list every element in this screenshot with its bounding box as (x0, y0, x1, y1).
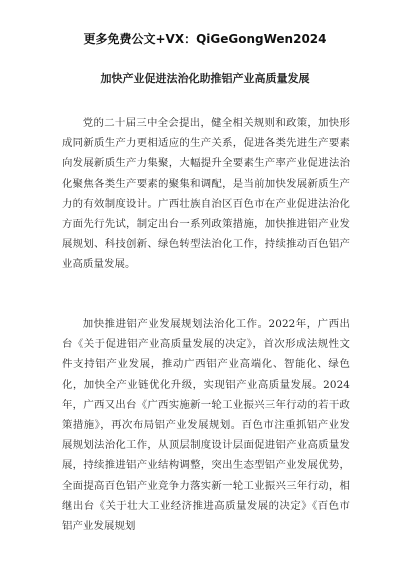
paragraph-planning: 加快推进铝产业发展规划法治化工作。2022年，广西出台《关于促进铝产业高质量发展的决定》，首次形成法规性文件支持铝产业发展，推动广西铝产业高端化、智能化、绿色化，加快全产业链优化升级，实现铝产业高质量发展。2024年，广西又出台《广西实施新一轮工业振兴三年行动的若干政策措施》，再次布局铝产业发展规划。百色市注重抓铝产业发展规划法治化工作，从顶层制度设计层面促进铝产业高质量发展，持续推进铝产业结构调整，突出生态型铝产业发展优势，全面提高百色铝产业竞争力落实新一轮工业振兴三年行动，相继出台《关于壮大工业经济推进高质量发展的决定》《百色市铝产业发展规划 (62, 318, 350, 533)
paragraph-intro: 党的二十届三中全会提出，健全相关规则和政策，加快形成同新质生产力更相适应的生产关系，促进各类先进生产要素向发展新质生产力集聚，大幅提升全要素生产率产业促进法治化聚焦各类生产要素的聚集和调配，是当前加快发展新质生产力的有效制度设计。广西壮族自治区百色市在产业促进法治化方面先行先试，制定出台一系列政策措施，加快推进铝产业发展规划、科技创新、绿色转型法治化工作，持续推动百色铝产业高质量发展。 (62, 117, 350, 271)
promo-banner: 更多免费公文+VX：QiGeGongWen2024 (83, 32, 327, 46)
document-title: 加快产业促进法治化助推铝产业高质量发展 (100, 72, 310, 85)
